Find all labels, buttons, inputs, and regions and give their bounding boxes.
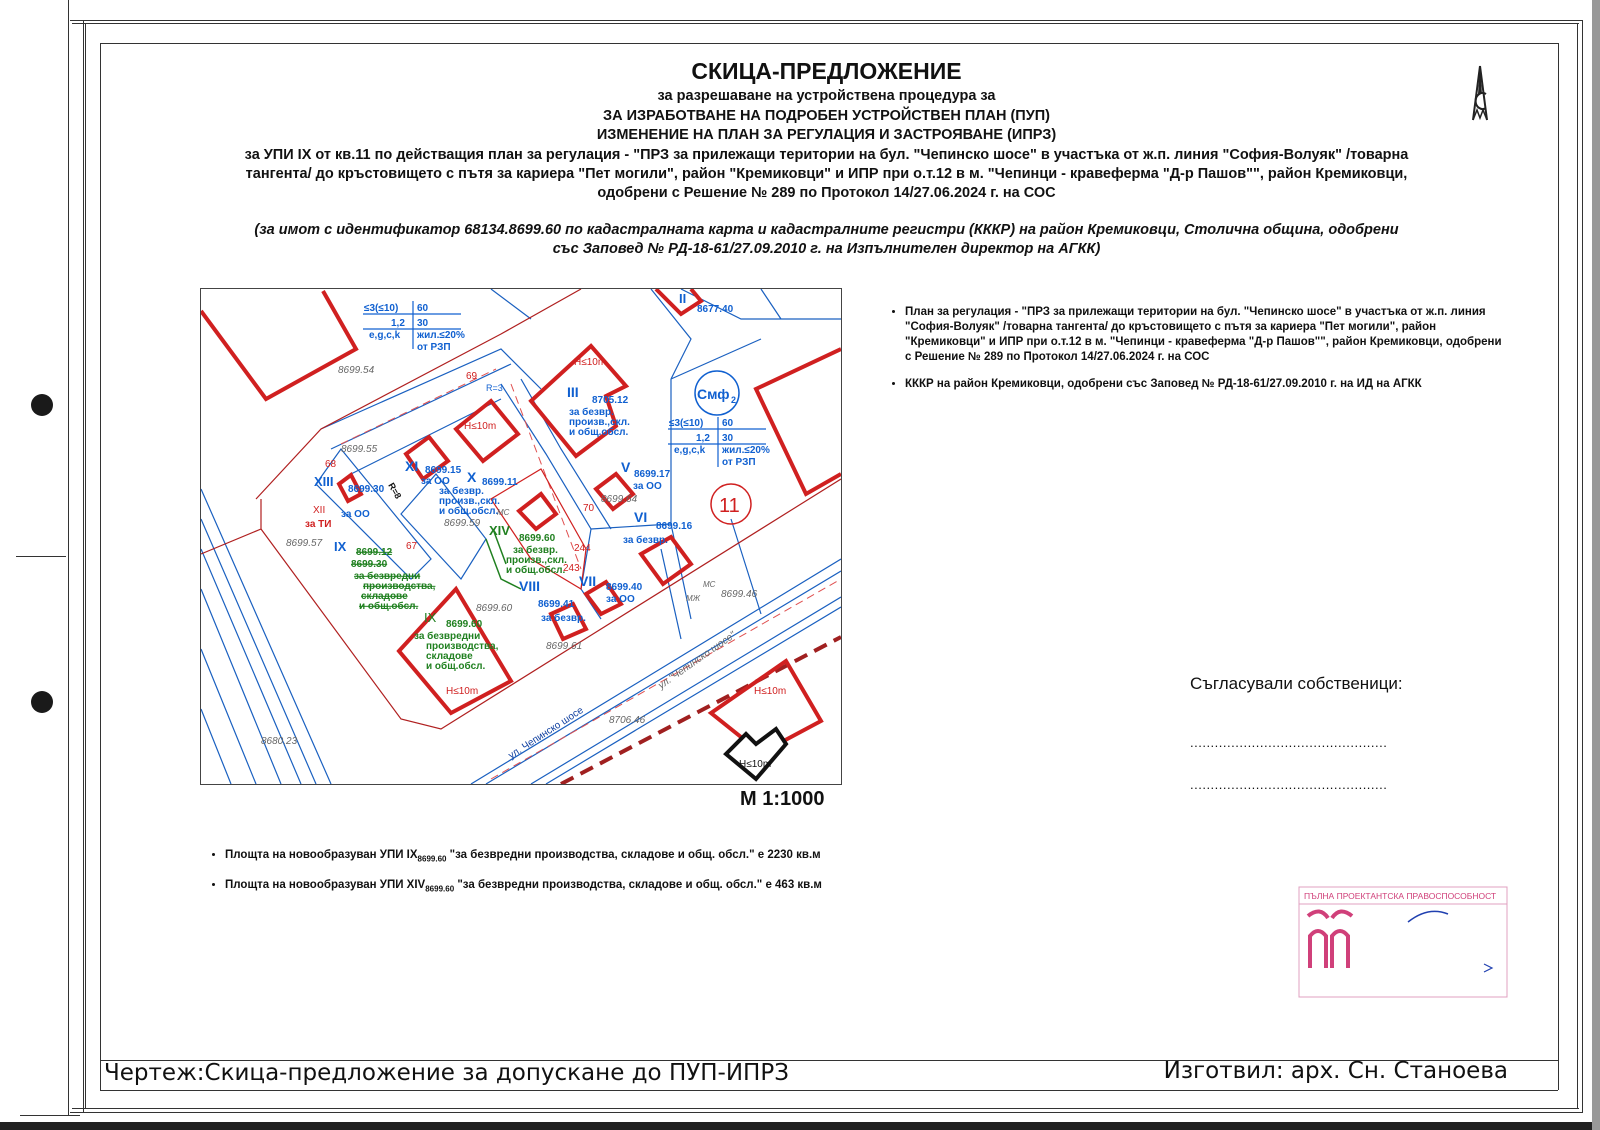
map-label: H≤10m: [446, 686, 479, 697]
map-label: III: [567, 384, 579, 400]
note-item: • Площта на новообразуван УПИ $XIV_{8699.60}$ "за безвредни производства, складове и общ. обсл." е 463 кв.м: [225, 878, 885, 896]
map-label: 69: [466, 371, 478, 382]
map-label: 8699.57: [286, 538, 323, 549]
param-label: жил.≤20%: [417, 330, 465, 341]
map-label: 8699.54: [338, 365, 375, 376]
map-label: МС: [497, 508, 510, 517]
map-label: складове: [426, 651, 473, 662]
subtitle-line: ИЗМЕНЕНИЕ НА ПЛАН ЗА РЕГУЛАЦИЯ И ЗАСТРОЯВАНЕ (ИПРЗ): [596, 127, 1057, 143]
drawing-title: Чертеж:Скица-предложение за допускане до ПУП-ИПРЗ: [104, 1060, 789, 1086]
map-label: 8680.23: [261, 736, 298, 747]
map-label: R=8: [386, 481, 404, 501]
map-label: за ОО: [633, 481, 662, 492]
map-label: за безвр.: [439, 486, 484, 497]
map-label: и общ.обсл.: [426, 661, 486, 672]
map-label: V: [621, 459, 631, 475]
author: Изготвил: арх. Сн. Станоева: [1163, 1058, 1508, 1084]
param-label: 1,2: [391, 318, 405, 329]
page-title: СКИЦА-ПРЕДЛОЖЕНИЕ: [691, 58, 962, 84]
param-label: от РЗП: [722, 457, 756, 468]
map-label: 8699.60: [476, 603, 513, 614]
map-label: 67: [406, 541, 418, 552]
param-label: ≤3(≤10): [364, 303, 399, 314]
building-black: [726, 729, 786, 779]
map-label: 8699.55: [341, 444, 378, 455]
param-label: e,g,c,k: [674, 445, 706, 456]
notes-right: [885, 305, 1510, 404]
subtitle-line: за УПИ IX от кв.11 по действащия план за регулация - "ПРЗ за прилежащи територии на бул. "Чепинско шосе" в участъка от ж.п. линия "София-Волуяк" /товарна: [244, 147, 1409, 163]
plan-map: [200, 288, 842, 785]
map-label: H≤10m: [739, 759, 772, 770]
map-label: 8706.46: [609, 715, 646, 726]
subtitle-line: за разрешаване на устройствена процедура за: [657, 88, 996, 104]
map-label: 8699.11: [482, 477, 518, 488]
map-label: за безвредни: [414, 631, 481, 642]
map-label: 8699.12: [356, 547, 393, 558]
map-label: IX: [424, 610, 437, 625]
map-label: 8699.30: [351, 559, 388, 570]
map-label: 244: [574, 543, 591, 554]
map-label: произв.,скл.: [439, 496, 500, 507]
map-label: 8699.61: [546, 641, 583, 652]
map-scale: М 1:1000: [740, 788, 825, 810]
map-label: 70: [583, 503, 595, 514]
notes-bottom: [205, 848, 885, 909]
param-label: от РЗП: [417, 342, 451, 353]
map-label: H≤10m: [574, 357, 607, 368]
property-note: със Заповед № РД-18-61/27.09.2010 г. на Изпълнителен директор на АГКК): [552, 241, 1101, 257]
designer-stamp: [1298, 886, 1508, 998]
signature-line: ................................................: [1190, 777, 1388, 792]
map-label: II: [679, 291, 687, 306]
map-label: 8699.60: [446, 619, 483, 630]
map-label: H≤10m: [754, 686, 787, 697]
param-label: 60: [417, 303, 429, 314]
map-label: 68: [325, 459, 337, 470]
map-label: МЖ: [686, 594, 700, 603]
map-label: за ОО: [421, 476, 450, 487]
building-outlines: [201, 289, 841, 753]
map-label: VIII: [519, 578, 541, 594]
param-label: 60: [722, 418, 734, 429]
punch-hole: [31, 691, 53, 713]
param-label: 30: [722, 433, 734, 444]
map-label: и общ.обсл.: [439, 506, 499, 517]
map-label: 243: [563, 563, 580, 574]
note-item: • План за регулация - "ПРЗ за прилежащи територии на бул. "Чепинско шосе" в участъка от ж.п. линия "София-Волуяк" /товарна тангента/ до кръстовището с пътя за кариера "Пет могили", район "Кремиковци" и ИПР при о.т.12 в м. "Чепинци - кравеферма "Д-р Пашов"", район Кремиковци, одобрени с Решение № 289 по Протокол 14/27.06.2024 г. на СОС: [905, 305, 1510, 365]
map-label: производства,: [363, 581, 436, 592]
block-number: 11: [719, 495, 740, 517]
map-label: 8699.40: [606, 582, 643, 593]
map-label: за ТИ: [305, 519, 332, 530]
map-label: XIV: [489, 523, 510, 538]
map-label: МС: [703, 580, 716, 589]
note-item: • КККР на район Кремиковци, одобрени със Заповед № РД-18-61/27.09.2010 г. на ИД на АГКК: [905, 377, 1510, 392]
map-label: 8699.46: [721, 589, 758, 600]
map-label: VII: [579, 573, 597, 589]
map-label: H≤10m: [464, 421, 497, 432]
map-label: 8699.16: [656, 521, 693, 532]
street-label: ул."Чепинско шосе": [656, 629, 738, 692]
map-label: производства,: [426, 641, 499, 652]
map-label: складове: [361, 591, 408, 602]
map-label: за безвредни: [354, 571, 421, 582]
map-label: XI: [405, 458, 419, 474]
map-label: за безвр.: [513, 545, 558, 556]
map-label: XIII: [314, 474, 334, 489]
zone-sub: 2: [731, 395, 737, 405]
map-label: R=3: [486, 383, 503, 393]
punch-hole: [31, 394, 53, 416]
subtitle-line: одобрени с Решение № 289 по Протокол 14/27.06.2024 г. на СОС: [597, 185, 1056, 201]
north-arrow-icon: [1465, 64, 1495, 122]
map-label: 8705.12: [592, 395, 629, 406]
map-label: IX: [334, 539, 347, 554]
map-label: 8699.17: [634, 469, 671, 480]
property-note: (за имот с идентификатор 68134.8699.60 по кадастралната карта и кадастралните регистри (КККР) на район Кремиковци, Столична община, одобрени: [254, 222, 1399, 238]
param-label: жил.≤20%: [722, 445, 770, 456]
street-label: ул. Чепинско шосе: [506, 704, 586, 762]
zone-label: Смф: [697, 386, 730, 402]
map-label: 8699.64: [601, 494, 638, 505]
map-label: за безвр.: [623, 535, 668, 546]
signature-line: ................................................: [1190, 735, 1388, 750]
subtitle-line: ЗА ИЗРАБОТВАНЕ НА ПОДРОБЕН УСТРОЙСТВЕН ПЛАН (ПУП): [603, 108, 1050, 124]
param-label: 30: [417, 318, 429, 329]
map-label: за безвр.: [541, 613, 586, 624]
map-label: 8699.41: [538, 599, 575, 610]
svg-text:ПЪЛНА ПРОЕКТАНТСКА ПРАВОСПОСОБ: ПЪЛНА ПРОЕКТАНТСКА ПРАВОСПОСОБНОСТ: [1304, 891, 1497, 901]
map-label: за безвр.: [569, 407, 614, 418]
map-label: VI: [634, 509, 648, 525]
map-label: произв.,скл.: [569, 417, 630, 428]
map-label: 8699.60: [519, 533, 556, 544]
owners-label: Съгласували собственици:: [1190, 674, 1403, 693]
map-label: произв.,скл.: [506, 555, 567, 566]
map-label: XII: [313, 505, 326, 516]
map-label: 8699.30: [348, 484, 385, 495]
param-label: ≤3(≤10): [669, 418, 704, 429]
param-label: 1,2: [696, 433, 710, 444]
map-label: 8699.59: [444, 518, 481, 529]
map-label: за ОО: [341, 509, 370, 520]
map-label: и общ.обсл.: [359, 601, 419, 612]
subtitle-line: тангента/ до кръстовището с пътя за кариера "Пет могили", район "Кремиковци" и ИПР при о.т.12 в м. "Чепинци - кравеферма "Д-р Пашов"", район Кремиковци,: [245, 166, 1408, 182]
map-label: 8677.40: [697, 304, 734, 315]
map-label: за ОО: [606, 594, 635, 605]
map-label: X: [467, 469, 477, 485]
map-label: и общ.обсл.: [506, 565, 566, 576]
map-label: и общ.обсл.: [569, 427, 629, 438]
param-label: e,g,c,k: [369, 330, 401, 341]
map-label: 8699.15: [425, 465, 462, 476]
note-item: • Площта на новообразуван УПИ $IX_{8699.60}$ "за безвредни производства, складове и общ. обсл." е 2230 кв.м: [225, 848, 885, 866]
